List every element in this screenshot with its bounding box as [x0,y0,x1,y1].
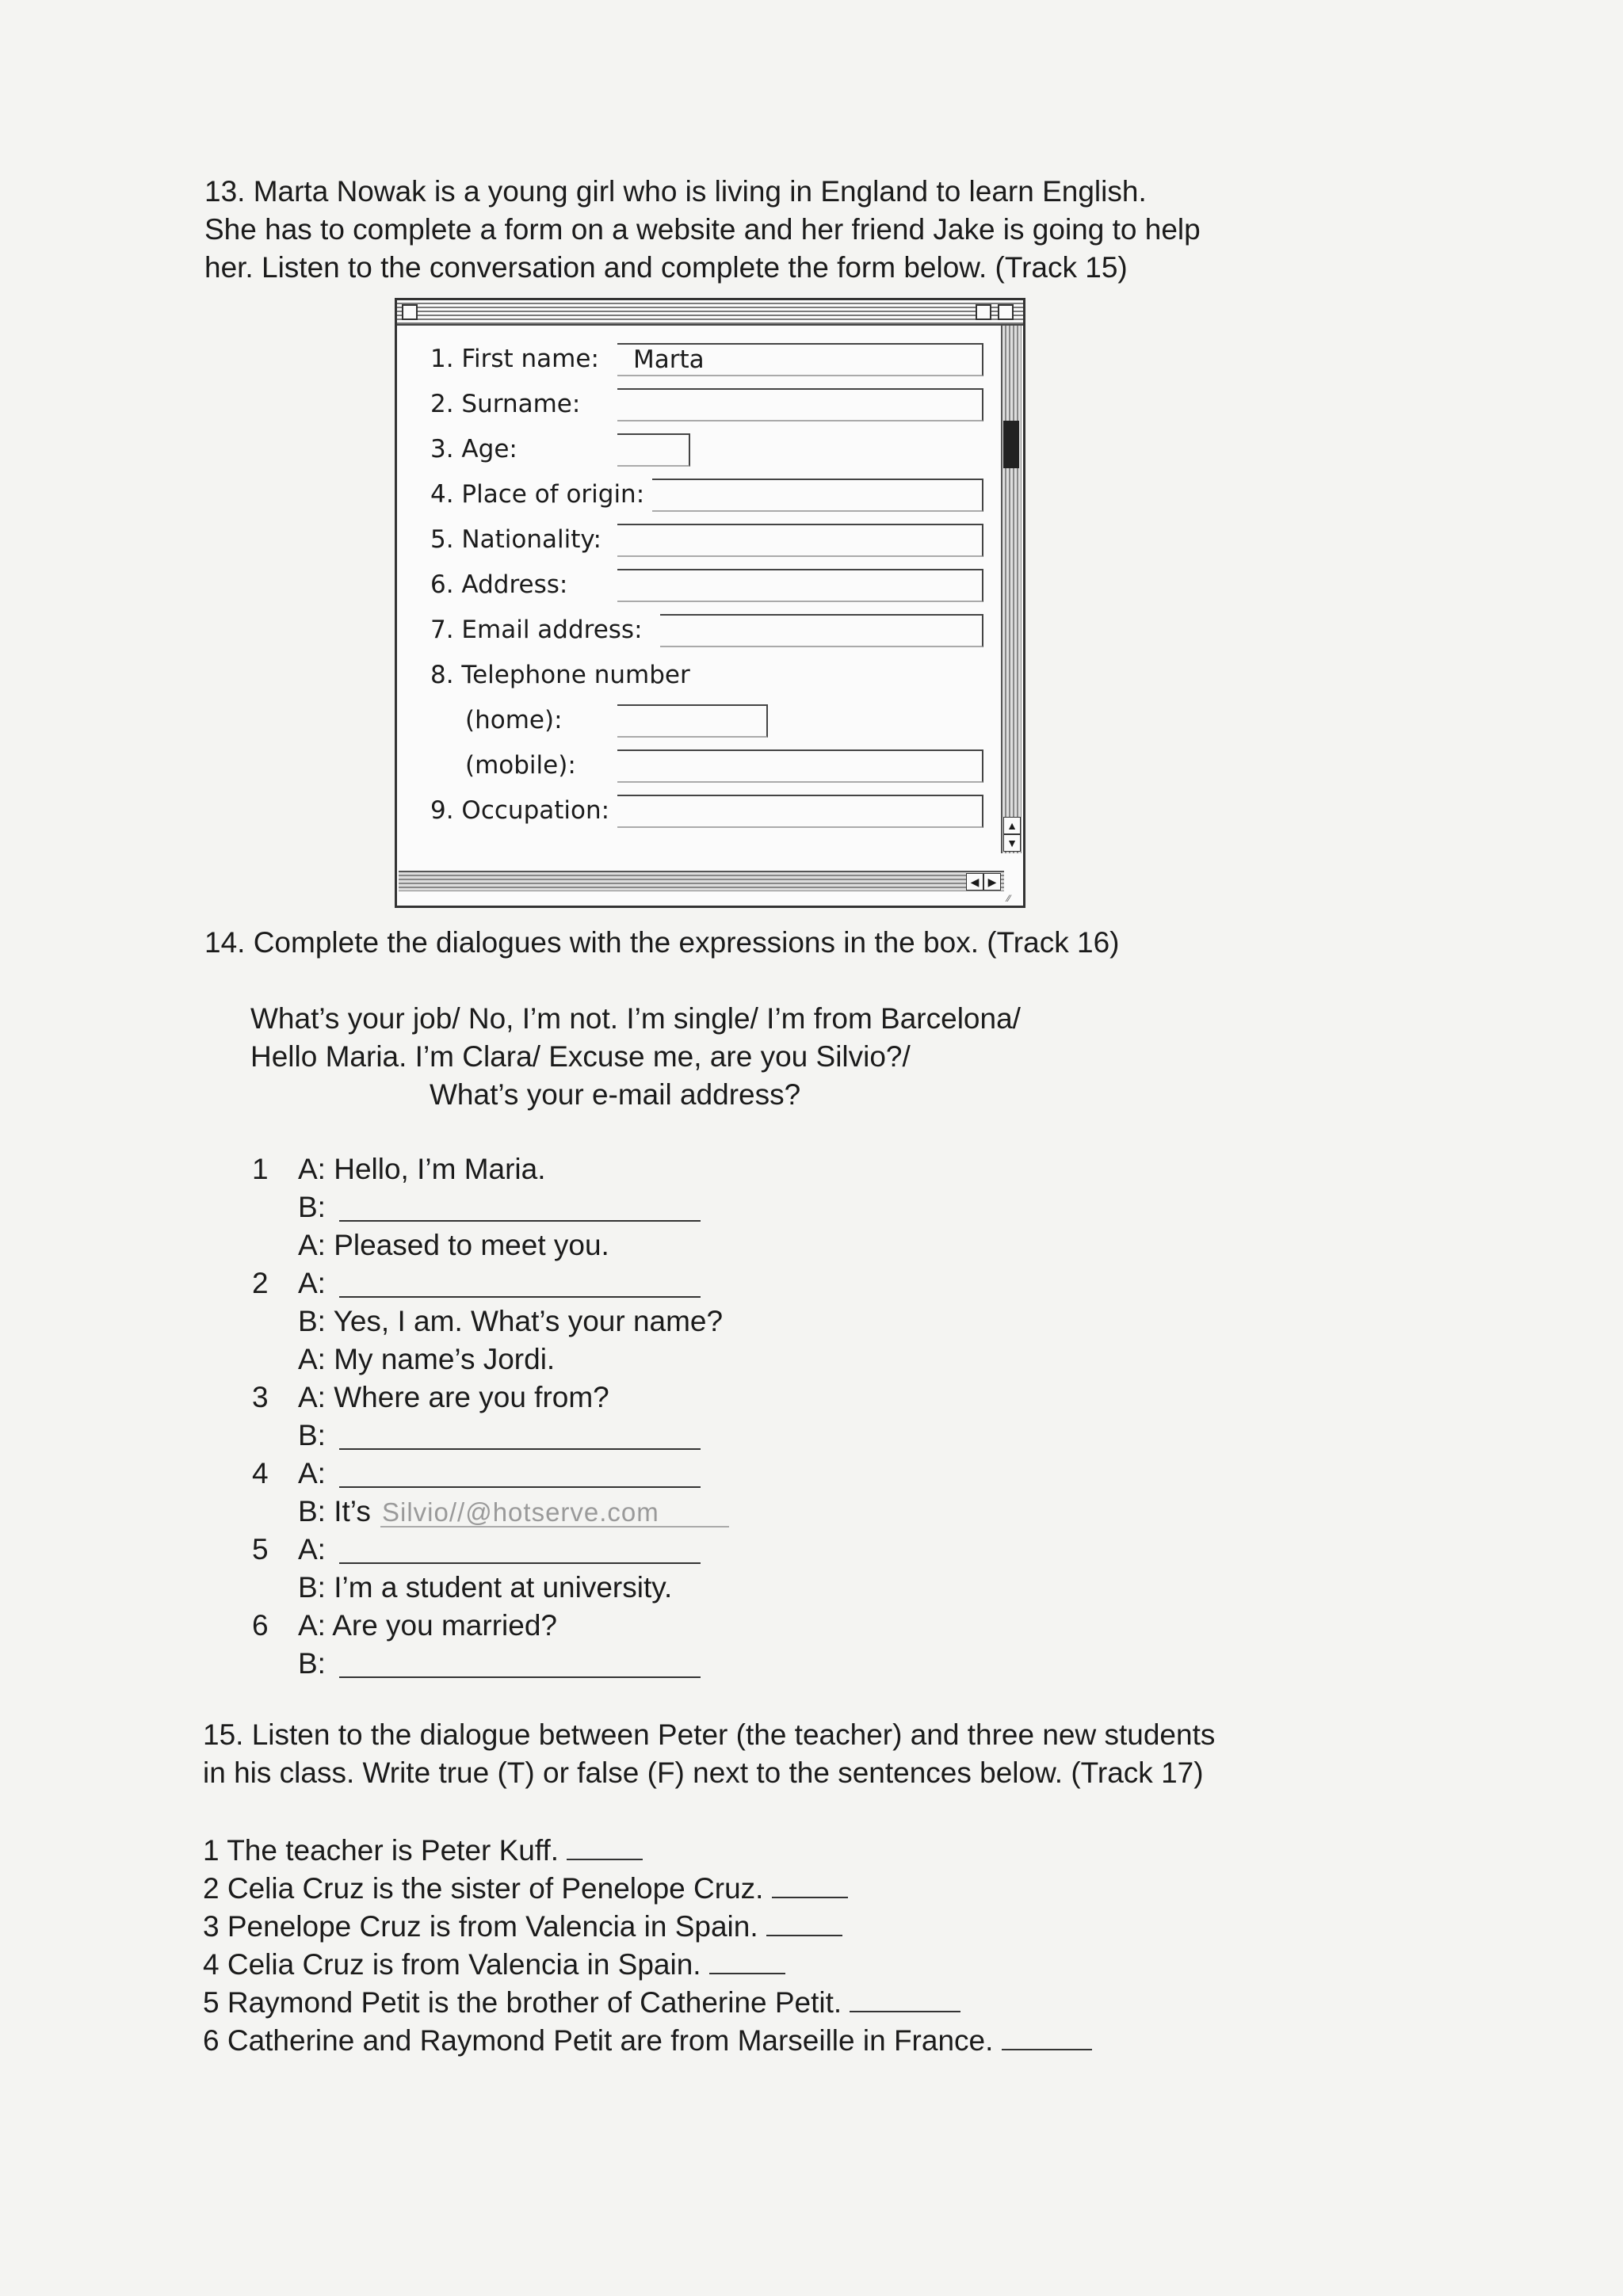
expression-box-line: Hello Maria. I’m Clara/ Excuse me, are you Silvio?/ [250,1040,911,1073]
dialogue-number: 2 [252,1267,269,1299]
form-body [399,326,987,852]
dialogue-line: A: Pleased to meet you. [298,1229,609,1261]
dialogue-line: B: [298,1191,326,1223]
dialogue-line: A: [298,1457,326,1489]
dialogue-number: 6 [252,1609,269,1642]
dialogue-line: A: My name’s Jordi. [298,1343,556,1375]
field-label-age: 3. Age: [430,435,517,463]
field-label-telephone: 8. Telephone number [430,661,690,689]
field-label-home-phone: (home): [465,706,563,734]
scrollbar-thumb[interactable] [1003,421,1019,468]
exercise-14-title: 14. Complete the dialogues with the expressions in the box. (Track 16) [204,926,1120,959]
dialogue-line: B: Yes, I am. What’s your name? [298,1305,724,1337]
statement [203,1830,643,1870]
statement [203,1868,848,1908]
field-label-place-of-origin: 4. Place of origin: [430,480,645,509]
window-zoom-box[interactable] [976,304,991,320]
vertical-scrollbar[interactable] [1001,326,1022,853]
field-label-surname: 2. Surname: [430,390,581,418]
answer-blank[interactable] [339,1458,701,1488]
window-title-bar[interactable] [397,300,1023,326]
statement [203,1982,960,2022]
scroll-right-arrow-icon[interactable]: ▶ [983,873,1001,891]
exercise-15-instruction: 15. Listen to the dialogue between Peter (the teacher) and three new students [203,1718,1216,1751]
tf-answer-blank[interactable] [850,1982,960,2012]
dialogue-number: 1 [252,1153,269,1185]
place-of-origin-input[interactable] [652,479,983,512]
tf-answer-blank[interactable] [567,1830,643,1860]
tf-answer-blank[interactable] [709,1944,785,1974]
dialogue-line: B: [298,1419,326,1451]
dialogue-number: 5 [252,1533,269,1566]
instruction-line: 13. Marta Nowak is a young girl who is living in England to learn English. [204,175,1147,208]
resize-grip-icon[interactable]: ⁄⁄ [1007,893,1011,904]
statement-text: 2 Celia Cruz is the sister of Penelope Cruz. [203,1872,764,1905]
answer-blank[interactable] [339,1648,701,1678]
field-label-mobile-phone: (mobile): [465,751,576,780]
answer-blank[interactable] [339,1268,701,1298]
dialogue-number: 3 [252,1381,269,1413]
home-phone-input[interactable] [617,704,768,738]
instruction-line: her. Listen to the conversation and complete the form below. (Track 15) [204,251,1128,284]
web-form-window [395,298,1025,908]
answer-blank[interactable] [339,1534,701,1564]
statement-text: 4 Celia Cruz is from Valencia in Spain. [203,1948,701,1981]
field-label-nationality: 5. Nationality: [430,525,601,554]
scroll-up-arrow-icon[interactable]: ▲ [1003,817,1021,834]
surname-input[interactable] [617,388,983,421]
field-label-first-name: 1. First name: [430,345,599,373]
exercise-15-instruction: in his class. Write true (T) or false (F) next to the sentences below. (Track 17) [203,1756,1204,1789]
answer-blank[interactable] [339,1192,701,1222]
scroll-left-arrow-icon[interactable]: ◀ [966,873,983,891]
address-input[interactable] [617,569,983,602]
dialogue-line: A: [298,1267,326,1299]
dialogue-line: B: I’m a student at university. [298,1571,673,1604]
statement [203,1906,842,1946]
dialogue-line: A: Hello, I’m Maria. [298,1153,546,1185]
dialogue-line: A: Where are you from? [298,1381,609,1413]
field-label-occupation: 9. Occupation: [430,796,610,825]
answer-blank[interactable] [339,1420,701,1450]
statement [203,1944,785,1984]
statement-text: 5 Raymond Petit is the brother of Catherine Petit. [203,1986,842,2019]
window-close-box[interactable] [402,304,418,320]
scroll-down-arrow-icon[interactable]: ▼ [1003,834,1021,852]
dialogue-line: A: Are you married? [298,1609,557,1642]
dialogue-line: B: It’s [298,1495,371,1527]
tf-answer-blank[interactable] [1002,2020,1092,2050]
nationality-input[interactable] [617,524,983,557]
age-input[interactable] [617,433,690,467]
field-label-address: 6. Address: [430,570,568,599]
expression-box-line: What’s your e-mail address? [430,1078,801,1111]
first-name-input[interactable]: Marta [617,343,983,376]
dialogue-number: 4 [252,1457,269,1489]
expression-box-line: What’s your job/ No, I’m not. I’m single/ I’m from Barcelona/ [250,1002,1021,1035]
statement-text: 1 The teacher is Peter Kuff. [203,1834,559,1867]
tf-answer-blank[interactable] [772,1868,848,1898]
horizontal-scrollbar[interactable] [399,871,1004,891]
occupation-input[interactable] [617,795,983,828]
field-label-email: 7. Email address: [430,616,643,644]
statement-text: 3 Penelope Cruz is from Valencia in Spain. [203,1910,758,1943]
dialogue-line: B: [298,1647,326,1680]
statement [203,2020,1092,2060]
email-answer: Silvio//@hotserve.com [382,1497,659,1527]
window-collapse-box[interactable] [998,304,1014,320]
statement-text: 6 Catherine and Raymond Petit are from Marseille in France. [203,2024,994,2057]
email-underline [380,1497,729,1527]
dialogue-line: A: [298,1533,326,1566]
tf-answer-blank[interactable] [766,1906,842,1936]
instruction-line: She has to complete a form on a website and her friend Jake is going to help [204,213,1201,246]
mobile-phone-input[interactable] [617,749,983,783]
email-input[interactable] [660,614,983,647]
